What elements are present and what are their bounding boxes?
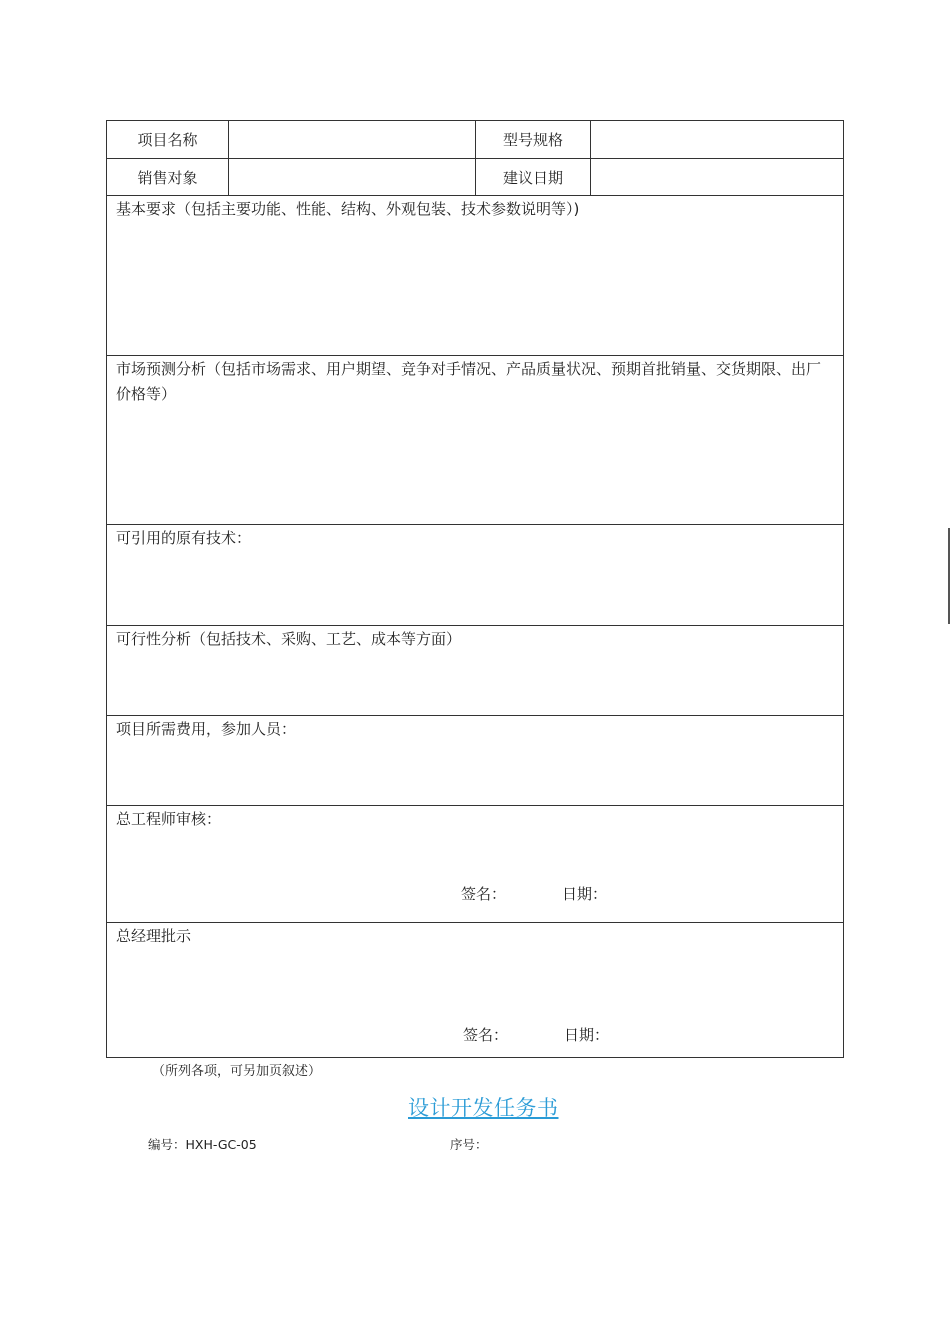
header-row-sales bbox=[107, 158, 843, 195]
footer-note: （所列各项，可另加页叙述） bbox=[152, 1064, 322, 1079]
suggested-date-field[interactable] bbox=[590, 159, 843, 195]
market-forecast-title: 市场预测分析（包括市场需求、用户期望、竞争对手情况、产品质量状况、预期首批销量、交货期限、出厂价格等） bbox=[116, 360, 822, 403]
section-market-forecast[interactable] bbox=[107, 355, 843, 524]
serial-number-label: 序号： bbox=[450, 1137, 488, 1152]
section-chief-engineer[interactable] bbox=[107, 805, 843, 922]
cost-personnel-title: 项目所需费用，参加人员： bbox=[116, 720, 297, 738]
existing-tech-title: 可引用的原有技术： bbox=[116, 529, 252, 547]
model-spec-field[interactable] bbox=[590, 121, 843, 158]
header-row-project bbox=[107, 121, 843, 158]
project-name-field[interactable] bbox=[228, 121, 475, 158]
chief-engineer-date-label: 日期： bbox=[562, 885, 608, 903]
general-manager-sign-label: 签名： bbox=[463, 1026, 509, 1044]
section-basic-requirements[interactable] bbox=[107, 195, 843, 355]
feasibility-title: 可行性分析（包括技术、采购、工艺、成本等方面） bbox=[116, 630, 462, 648]
document-title[interactable]: 设计开发任务书 bbox=[408, 1096, 559, 1120]
section-feasibility[interactable] bbox=[107, 625, 843, 715]
sales-target-label: 销售对象 bbox=[137, 168, 198, 187]
project-name-label: 项目名称 bbox=[137, 131, 198, 149]
section-general-manager[interactable] bbox=[107, 922, 843, 1057]
section-existing-tech[interactable] bbox=[107, 524, 843, 625]
suggested-date-label: 建议日期 bbox=[475, 159, 590, 195]
chief-engineer-title: 总工程师审核： bbox=[116, 810, 222, 828]
general-manager-title: 总经理批示 bbox=[116, 927, 192, 945]
model-spec-label: 型号规格 bbox=[475, 121, 590, 158]
sales-target-field[interactable] bbox=[228, 159, 475, 195]
document-code: 编号：HXH-GC-05 bbox=[148, 1137, 257, 1152]
section-cost-personnel[interactable] bbox=[107, 715, 843, 805]
task-form-table bbox=[106, 120, 844, 1058]
chief-engineer-sign-label: 签名： bbox=[461, 885, 507, 903]
general-manager-date-label: 日期： bbox=[564, 1026, 610, 1044]
basic-requirements-title: 基本要求（包括主要功能、性能、结构、外观包装、技术参数说明等）) bbox=[116, 200, 580, 218]
